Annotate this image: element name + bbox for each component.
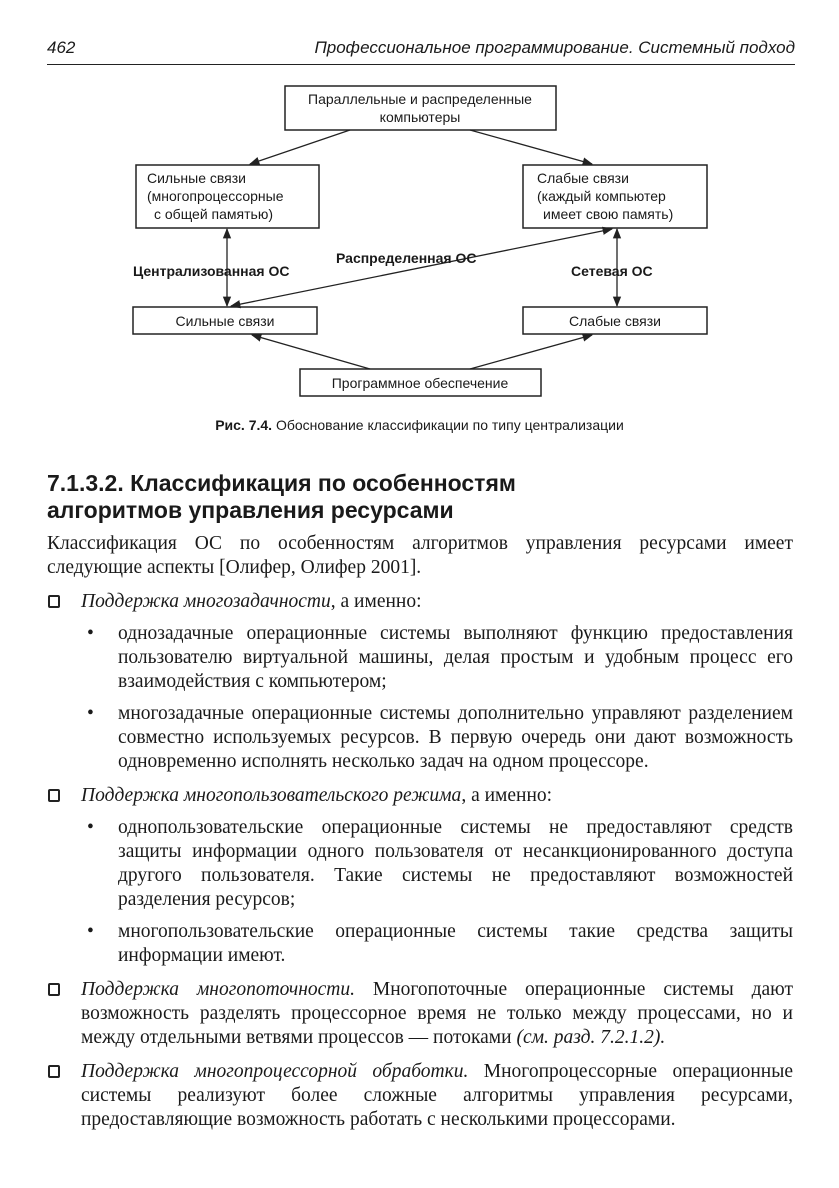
item-term: Поддержка многопоточности. — [81, 979, 355, 1000]
item-text: Многопроцессорные операционные системы реализуют более сложные алгоритмы управления ресурсами, предоставляющие возможность работать с несколькими процессорами. — [81, 1061, 793, 1130]
checkbox-bullet-icon — [48, 983, 60, 996]
item-term: Поддержка многозадачности — [81, 591, 331, 612]
caption-number: Рис. 7.4. — [215, 417, 273, 433]
bullet-dot-icon: • — [87, 921, 94, 942]
item-text: , а именно: — [330, 591, 422, 612]
sub-item — [47, 622, 793, 694]
left-lower-label: Сильные связи — [175, 313, 275, 329]
body-text — [47, 532, 793, 1132]
top-box-line1: Параллельные и распределенные — [308, 91, 532, 107]
list-item-multithreading — [47, 978, 793, 1050]
item-reference: (см. разд. 7.2.1.2). — [516, 1027, 666, 1048]
list-item-multiprocessing — [47, 1060, 793, 1132]
arrow-top-to-left — [250, 130, 350, 164]
section-heading-line1: 7.1.3.2. Классификация по особенностям — [47, 470, 516, 496]
item-term: Поддержка многопроцессорной обработки. — [81, 1061, 469, 1082]
section-heading-line2: алгоритмов управления ресурсами — [47, 497, 454, 523]
left-upper-line2: (многопроцессорные — [147, 188, 284, 204]
label-distributed-os: Распределенная ОС — [336, 250, 477, 266]
right-upper-line2: (каждый компьютер — [537, 188, 666, 204]
item-text: Многопоточные операционные системы дают возможность разделять процессорное время не только между процессами, но и между отдельными ветвями процессов — потоками — [81, 979, 793, 1048]
sub-item — [47, 816, 793, 912]
software-label: Программное обеспечение — [331, 375, 509, 391]
sub-item-text: многопользовательские операционные системы такие средства защиты информации имеют. — [118, 921, 793, 966]
left-upper-line3: с общей памятью) — [154, 206, 273, 222]
sub-item-text: однопользовательские операционные системы не предоставляют средств защиты информации одного пользователя от несанкционированного доступа другого пользователя. Такие системы не предоставляют возможностей разделения ресурсов; — [118, 817, 793, 910]
sub-item-text: однозадачные операционные системы выполняют функцию предоставления пользователю виртуальной машины, делая простым и удобным процесс его взаимодействия с компьютером; — [118, 623, 793, 692]
running-title: Профессиональное программирование. Системный подход — [314, 38, 795, 57]
label-network-os: Сетевая ОС — [571, 263, 653, 279]
label-centralized-os: Централизованная ОС — [133, 263, 290, 279]
sub-item — [47, 702, 793, 774]
right-upper-line1: Слабые связи — [537, 170, 629, 186]
centralization-diagram — [0, 80, 839, 410]
arrow-top-to-right — [470, 130, 592, 164]
bullet-dot-icon: • — [87, 817, 94, 838]
caption-text: Обоснование классификации по типу централизации — [275, 417, 624, 433]
page-number: 462 — [47, 38, 76, 57]
list-item-multiuser — [47, 784, 793, 808]
checkbox-bullet-icon — [48, 595, 60, 608]
section-heading — [47, 470, 797, 524]
right-lower-label: Слабые связи — [569, 313, 661, 329]
intro-paragraph: Классификация ОС по особенностям алгоритмов управления ресурсами имеет следующие аспекты [Олифер, Олифер 2001]. — [47, 533, 793, 578]
right-upper-line3: имеет свою память) — [543, 206, 674, 222]
running-header — [47, 38, 795, 65]
arrow-bottom-to-left — [252, 335, 370, 369]
top-box-line2: компьютеры — [379, 109, 461, 125]
item-term: Поддержка многопользовательского режима — [81, 785, 462, 806]
sub-item-text: многозадачные операционные системы дополнительно управляют разделением совместно используемых ресурсов. В первую очередь они дают возможность одновременно исполнять несколько задач на одном процессоре. — [118, 703, 793, 772]
sub-item — [47, 920, 793, 968]
arrow-bottom-to-right — [470, 335, 592, 369]
checkbox-bullet-icon — [48, 789, 60, 802]
list-item-multitasking — [47, 590, 793, 614]
bullet-dot-icon: • — [87, 703, 94, 724]
left-upper-line1: Сильные связи — [147, 170, 246, 186]
bullet-dot-icon: • — [87, 623, 94, 644]
checkbox-bullet-icon — [48, 1065, 60, 1078]
item-text: , а именно: — [461, 785, 553, 806]
figure-caption — [0, 417, 839, 433]
